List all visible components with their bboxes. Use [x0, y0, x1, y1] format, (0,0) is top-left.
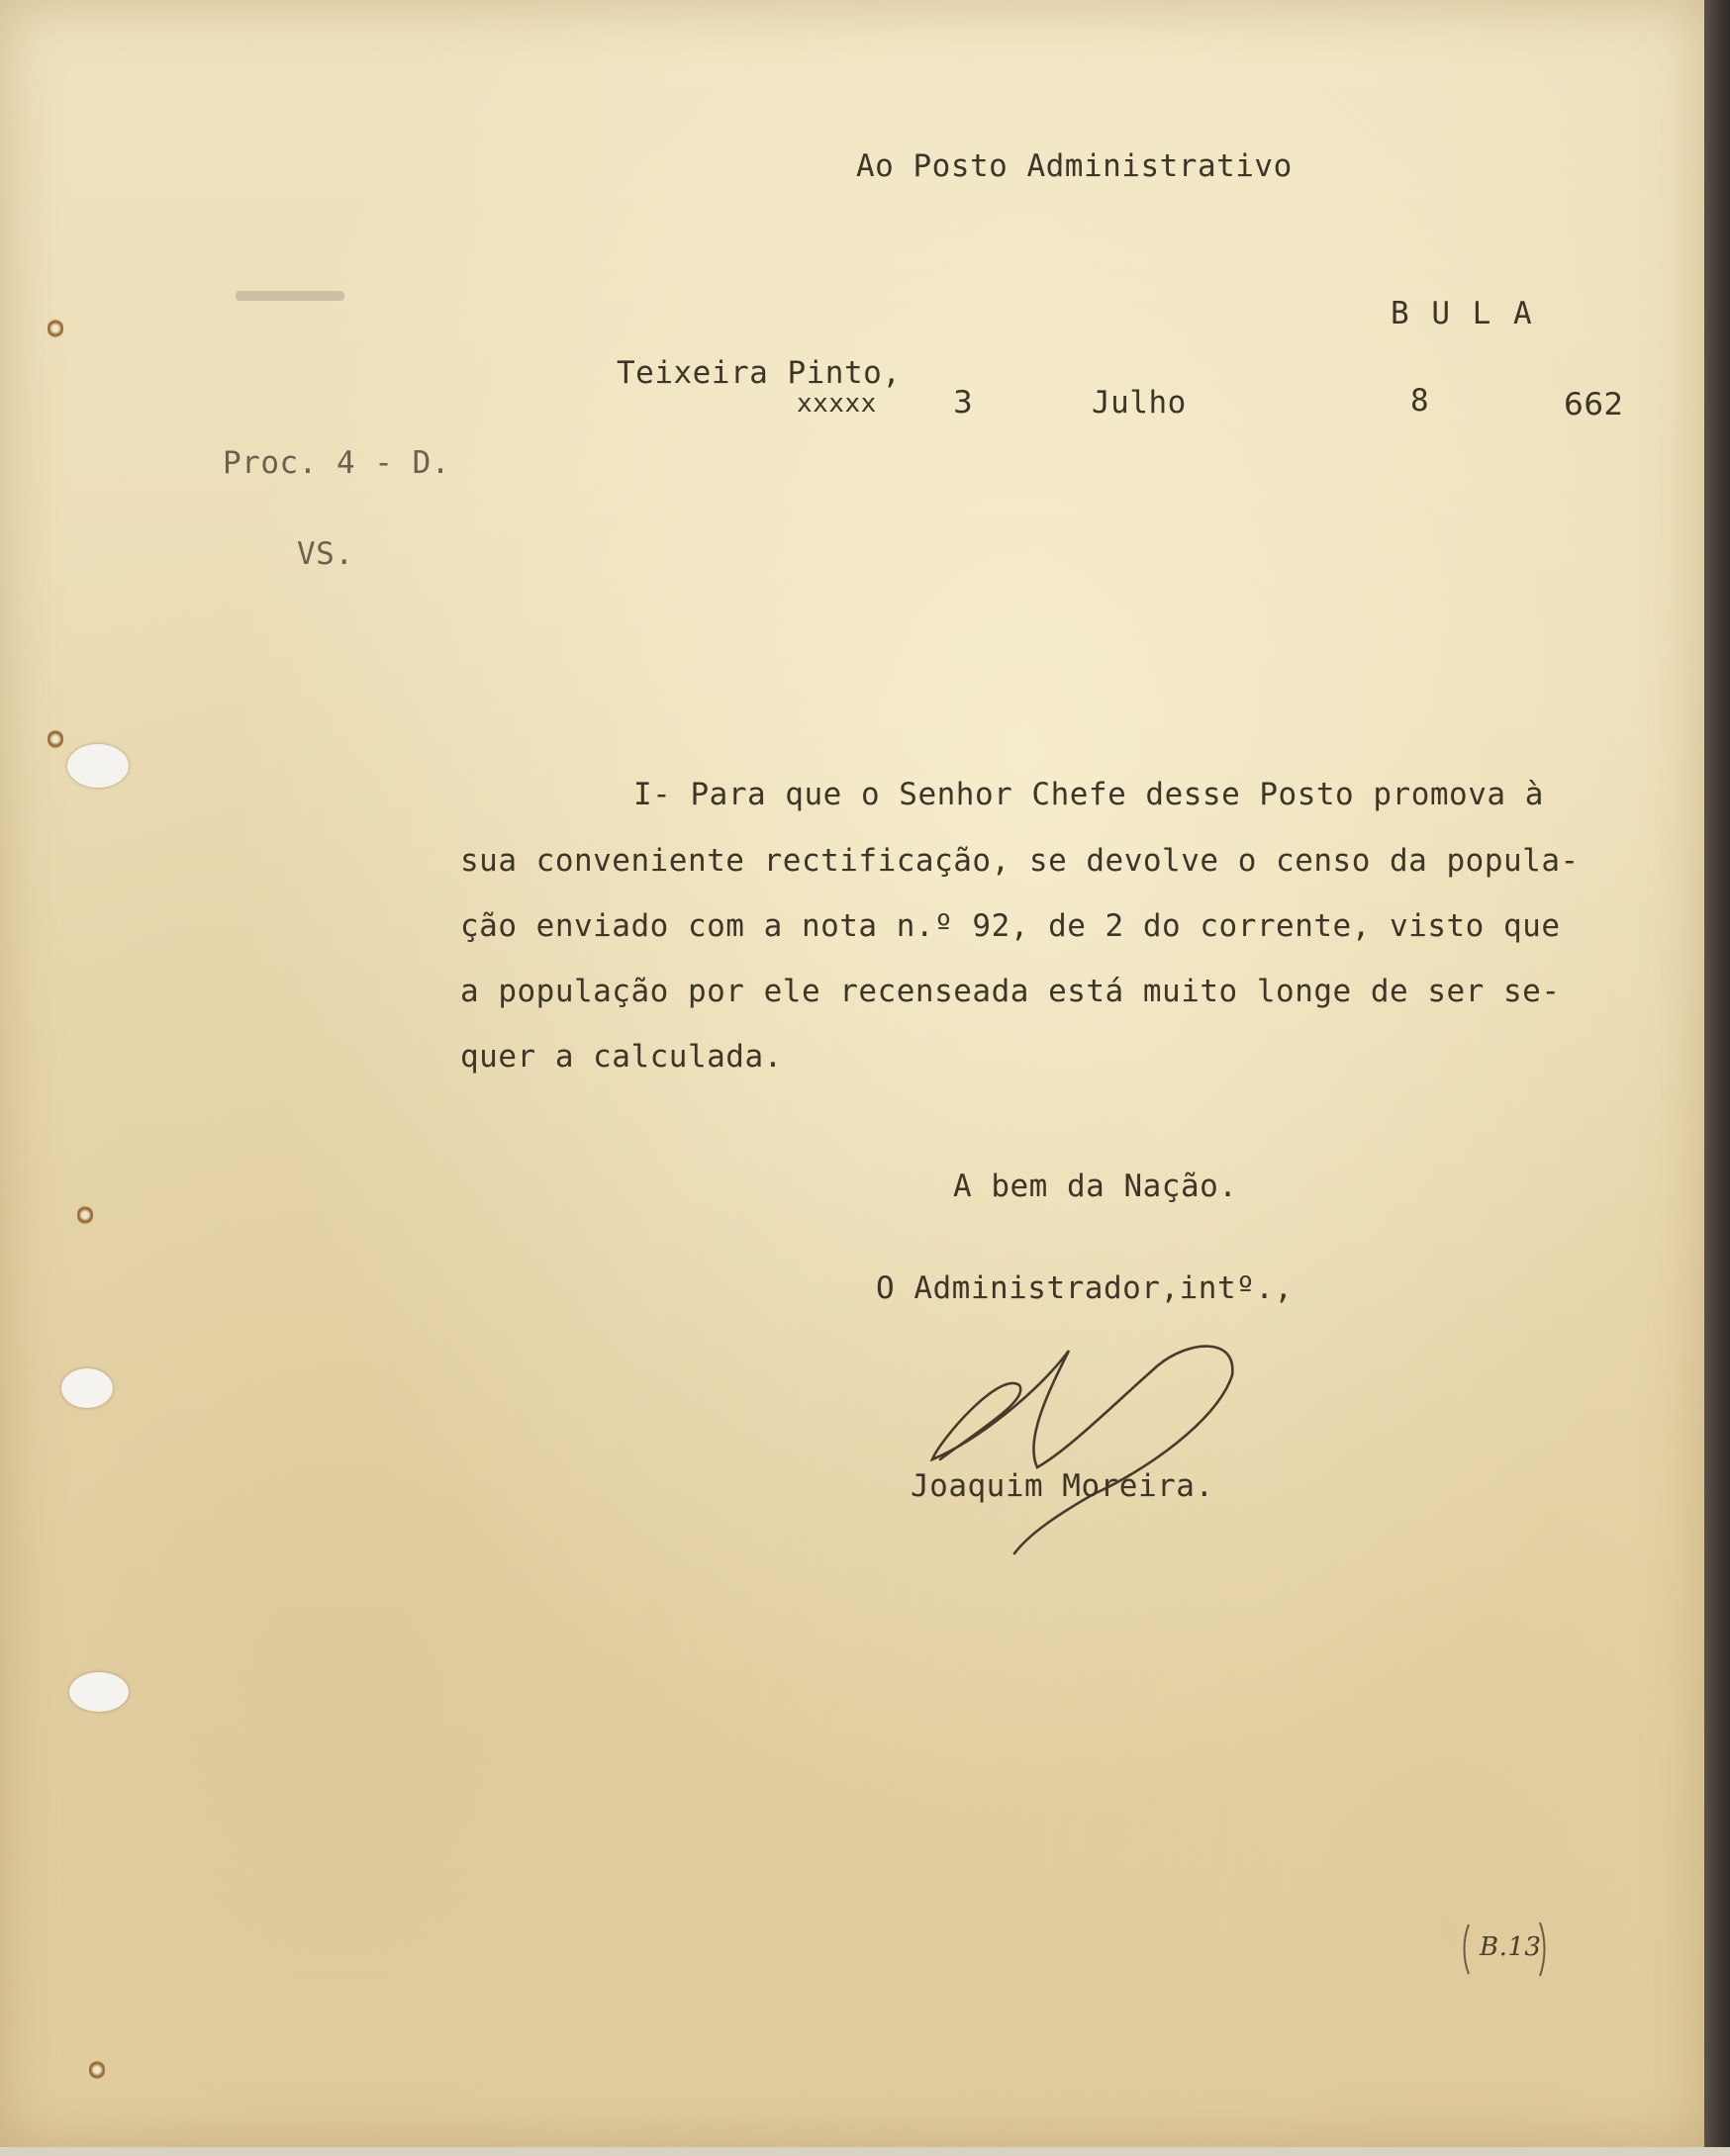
salutation: VS. — [297, 536, 354, 572]
archive-mark-text: B.13 — [1480, 1932, 1542, 1962]
rust-mark — [77, 1205, 93, 1225]
signatory-title: O Administrador,intº., — [876, 1270, 1294, 1306]
body-line-2: sua conveniente rectificação, se devolve o censo da popula- — [460, 843, 1580, 879]
rust-mark — [48, 729, 63, 749]
date-year-part1: 8 — [1410, 383, 1430, 419]
process-reference: Proc. 4 - D. — [223, 445, 450, 481]
body-line-4: a população por ele recenseada está muito longe de ser se- — [460, 974, 1561, 1009]
date-day: 3 — [953, 385, 974, 421]
header-place: B U L A — [1391, 296, 1534, 331]
closing-formula: A bem da Nação. — [953, 1169, 1238, 1204]
body-line-1: I- Para que o Senhor Chefe desse Posto promova à — [633, 777, 1544, 812]
date-year-part2: 662 — [1564, 387, 1624, 422]
scan-edge-right — [1704, 0, 1730, 2156]
addressee-line: Ao Posto Administrativo — [856, 148, 1293, 184]
archive-mark — [1455, 1915, 1554, 1984]
body-line-5: quer a calculada. — [460, 1039, 783, 1075]
signatory-name: Joaquim Moreira. — [911, 1468, 1214, 1504]
handwritten-signature — [920, 1331, 1257, 1558]
punch-hole-middle — [61, 1368, 113, 1408]
body-line-3: ção enviado com a nota n.º 92, de 2 do corrente, visto que — [460, 908, 1561, 944]
struck-text: xxxxx — [797, 389, 877, 419]
rust-mark — [48, 319, 63, 338]
date-month: Julho — [1092, 385, 1187, 421]
scan-edge-bottom — [0, 2147, 1730, 2156]
ink-smudge — [236, 291, 344, 301]
punch-hole-upper — [67, 744, 129, 788]
origin-place: Teixeira Pinto, — [617, 355, 902, 391]
punch-hole-lower — [69, 1672, 129, 1712]
rust-mark — [89, 2060, 105, 2080]
